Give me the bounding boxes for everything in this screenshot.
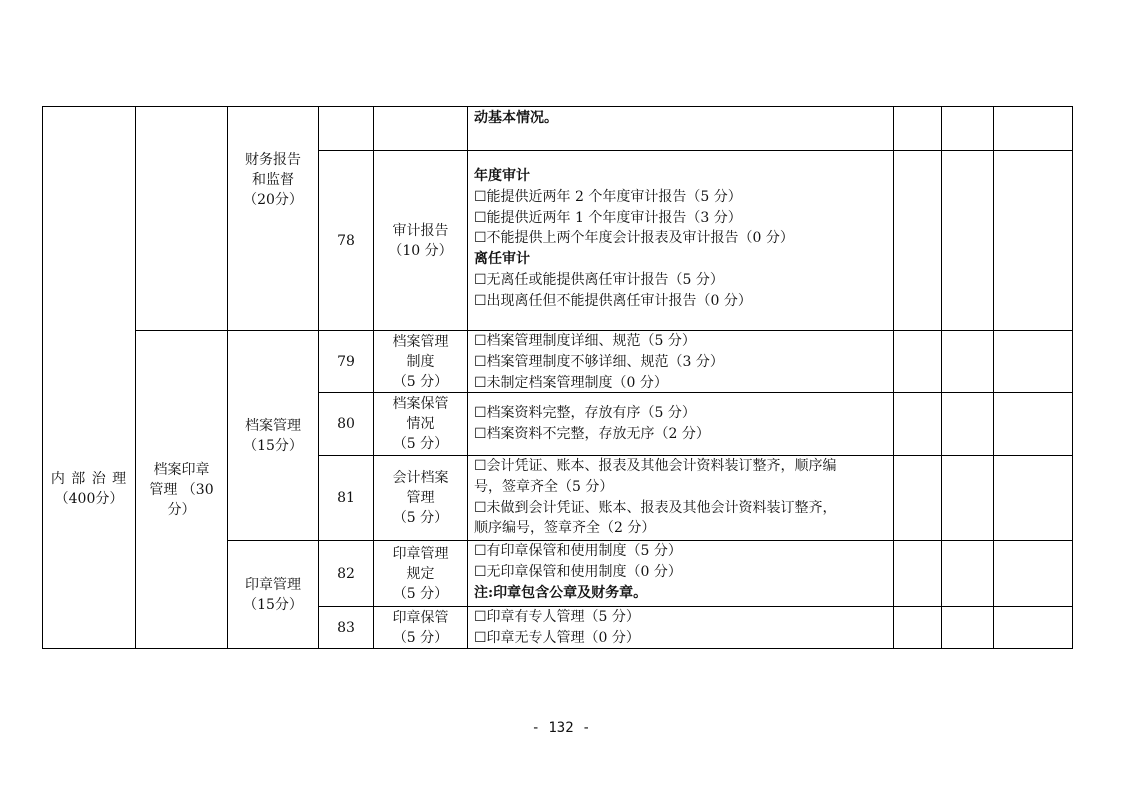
criterion-line: ☐无离任或能提供离任审计报告（5 分） (474, 271, 724, 288)
group-archive-management (228, 331, 318, 540)
subcategory-cell (136, 331, 227, 648)
item-name: 审计报告 (392, 222, 449, 239)
group-score: （15分） (243, 596, 303, 613)
criterion-line: ☐出现离任但不能提供离任审计报告（0 分） (474, 292, 752, 309)
group-name: 档案管理 (245, 417, 301, 434)
item-score: （5 分） (392, 510, 449, 526)
row-content (474, 403, 710, 445)
category-score: （400分） (54, 491, 124, 507)
criterion-line: ☐未做到会计凭证、账本、报表及其他会计资料装订整齐， (474, 499, 837, 516)
item-name-line2: 情况 (406, 416, 435, 432)
category-name: 内 部 治 理 (50, 471, 128, 487)
group-seal-management (228, 541, 318, 648)
criterion-line: ☐能提供近两年 1 个年度审计报告（3 分） (474, 209, 742, 226)
content-line: 离任审计 (474, 251, 530, 268)
item-name: 印章保管 (392, 609, 449, 626)
subcategory-line2: 管理 （30 (149, 481, 214, 498)
item-name-cell (374, 456, 467, 540)
category-cell (43, 330, 135, 648)
group-financial-report (228, 140, 318, 220)
criterion-line: ☐印章有专人管理（5 分） (474, 609, 640, 625)
item-name-cell (374, 393, 467, 455)
group-name-line2: 和监督 (252, 172, 294, 188)
row-number: 80 (337, 416, 355, 432)
item-name-cell (374, 607, 467, 648)
criterion-line: ☐印章无专人管理（0 分） (474, 629, 640, 646)
group-name: 印章管理 (245, 576, 301, 593)
criterion-line: 号，签章齐全（5 分） (474, 478, 614, 495)
criterion-line: ☐能提供近两年 2 个年度审计报告（5 分） (474, 188, 742, 205)
row-number: 83 (337, 619, 355, 636)
item-score: （10 分） (388, 242, 453, 259)
criterion-line: ☐档案资料不完整，存放无序（2 分） (474, 425, 710, 442)
item-score: （5 分） (392, 629, 449, 646)
item-name-cell (374, 151, 467, 330)
criterion-line: 顺序编号，签章齐全（2 分） (474, 520, 656, 537)
criterion-line: ☐未制定档案管理制度（0 分） (474, 374, 668, 391)
criterion-line: ☐档案资料完整，存放有序（5 分） (474, 405, 696, 421)
row-number: 78 (337, 232, 355, 249)
item-score: （5 分） (392, 585, 449, 602)
item-name: 印章管理 (392, 545, 449, 562)
item-score: （5 分） (392, 373, 449, 390)
item-name: 档案保管 (392, 396, 449, 412)
item-name-cell (374, 331, 467, 392)
criterion-line: ☐无印章保管和使用制度（0 分） (474, 563, 682, 580)
row-content (474, 331, 724, 393)
group-name: 财务报告 (245, 152, 301, 168)
row-content (474, 607, 640, 649)
row-content (474, 456, 837, 539)
item-name: 档案管理 (392, 333, 449, 350)
item-name-line2: 管理 (406, 490, 435, 506)
note-line: 注:印章包含公章及财务章。 (474, 584, 648, 601)
content-line: 年度审计 (474, 168, 530, 184)
item-name: 会计档案 (392, 470, 449, 486)
group-score: （15分） (243, 437, 303, 454)
row-number: 81 (337, 490, 355, 506)
criterion-line: ☐有印章保管和使用制度（5 分） (474, 543, 682, 559)
row-content (474, 166, 794, 312)
group-score: （20分） (243, 192, 303, 208)
criterion-line: ☐不能提供上两个年度会计报表及审计报告（0 分） (474, 230, 794, 247)
page-number: - 132 - (531, 720, 591, 736)
subcategory-line3: 分） (167, 501, 196, 518)
item-score: （5 分） (392, 436, 449, 452)
criterion-line: ☐会计凭证、账本、报表及其他会计资料装订整齐，顺序编 (474, 458, 837, 474)
subcategory-line1: 档案印章 (153, 461, 210, 478)
item-name-line2: 制度 (406, 353, 435, 370)
row-content (474, 108, 558, 129)
row-number: 82 (337, 565, 355, 582)
item-name-line2: 规定 (406, 565, 435, 582)
row-number: 79 (337, 353, 355, 370)
row-content (474, 541, 682, 603)
content-line: 动基本情况。 (474, 110, 558, 126)
criterion-line: ☐档案管理制度详细、规范（5 分） (474, 333, 696, 349)
criterion-line: ☐档案管理制度不够详细、规范（3 分） (474, 353, 724, 370)
item-name-cell (374, 541, 467, 606)
